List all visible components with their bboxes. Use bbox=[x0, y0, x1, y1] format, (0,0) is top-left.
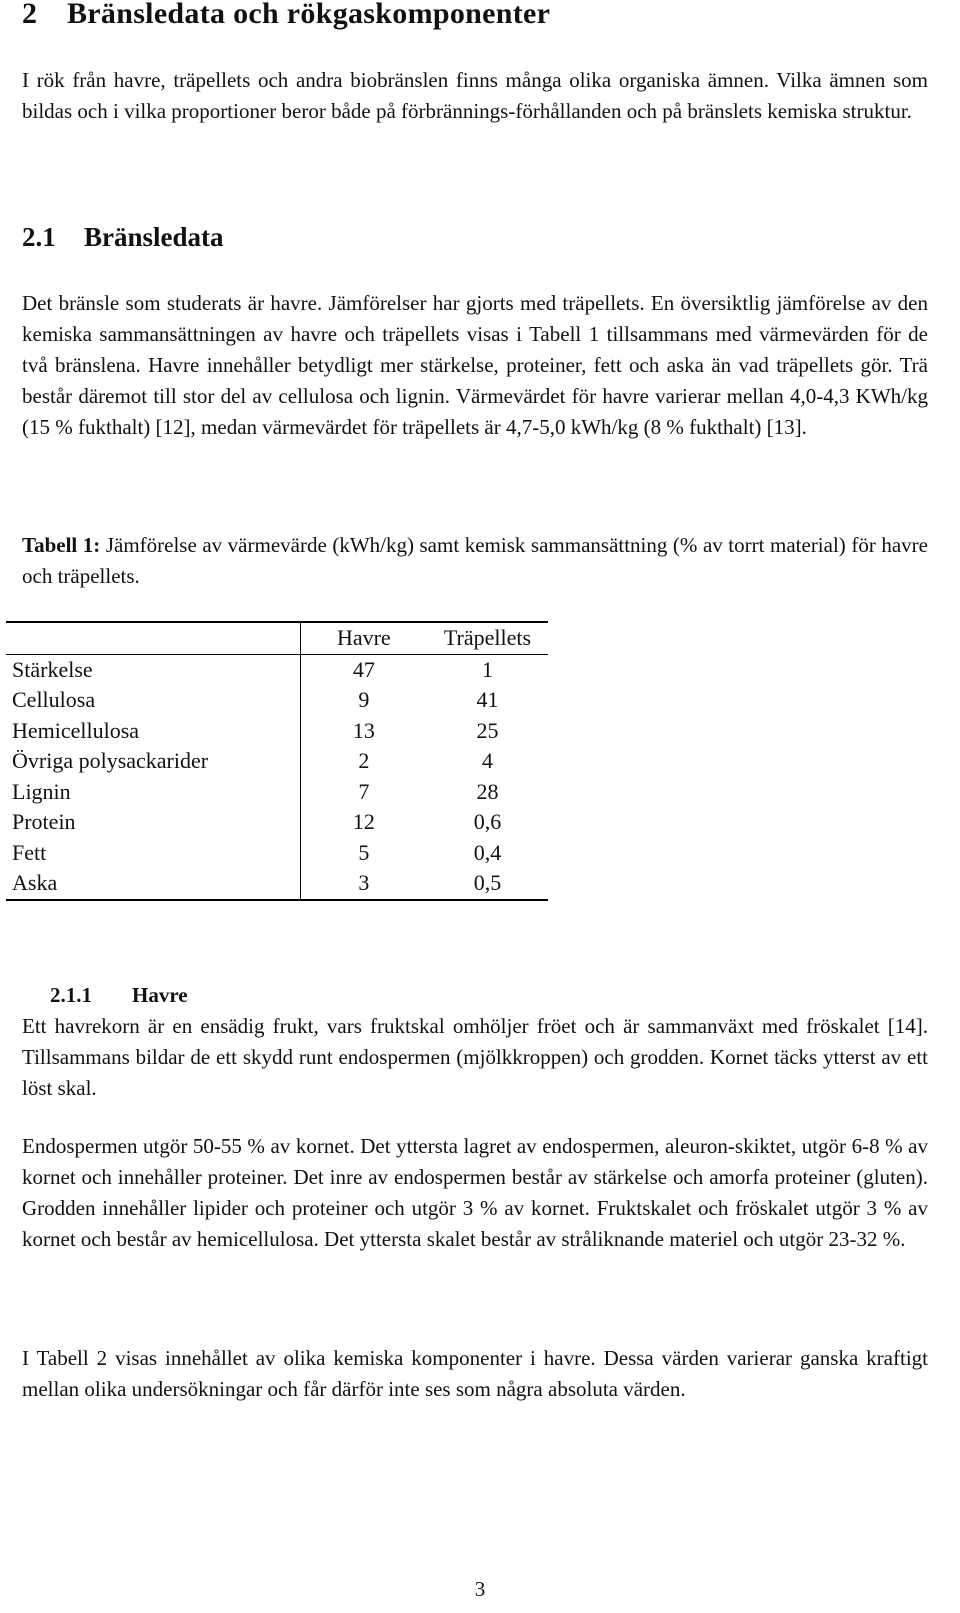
table-cell-component: Stärkelse bbox=[12, 656, 93, 682]
table-cell-component: Hemicellulosa bbox=[12, 717, 140, 743]
subsubsection-title: Havre bbox=[132, 983, 188, 1007]
table-cell-havre: 5 bbox=[300, 838, 427, 869]
table-cell-havre: 12 bbox=[300, 807, 427, 838]
table-header-row bbox=[6, 622, 548, 654]
table-cell-havre: 13 bbox=[300, 716, 427, 747]
intro-paragraph: I rök från havre, träpellets och andra biobränslen finns många olika organiska ämnen. Vilka ämnen som bildas och i vilka proportioner beror både på förbrännings-förhållanden och på bränslets kemiska struktur. bbox=[22, 68, 928, 123]
section-title: Bränsledata och rökgaskomponenter bbox=[67, 0, 551, 30]
table-header-trapellets: Träpellets bbox=[427, 622, 548, 654]
table-caption-text: Jämförelse av värmevärde (kWh/kg) samt kemisk sammansättning (% av torrt material) för havre och träpellets. bbox=[22, 533, 928, 588]
bransledata-paragraph: Det bränsle som studerats är havre. Jämförelser har gjorts med träpellets. En översiktlig jämförelse av den kemiska sammansättningen av havre och träpellets visas i Tabell 1 tillsammans med värmevärden för de två bränslena. Havre innehåller betydligt mer stärkelse, proteiner, fett och aska än vad träpellets gör. Trä består däremot till stor del av cellulosa och lignin. Värmevärdet för havre varierar mellan 4,0-4,3 KWh/kg (15 % fukthalt) [12], medan värmevärdet för träpellets är 4,7-5,0 kWh/kg (8 % fukthalt) [13]. bbox=[22, 291, 928, 439]
table-cell-component: Fett bbox=[12, 839, 47, 865]
table-row bbox=[6, 777, 548, 808]
table-cell-component: Övriga polysackarider bbox=[12, 748, 209, 774]
table-row bbox=[6, 654, 548, 685]
subsection-heading bbox=[22, 222, 224, 253]
section-heading bbox=[22, 0, 550, 31]
subsubsection-number: 2.1.1 bbox=[50, 983, 92, 1007]
table-row bbox=[6, 716, 548, 747]
table-cell-trapellets: 28 bbox=[476, 778, 499, 804]
subsection-title: Bränsledata bbox=[84, 222, 224, 252]
subsubsection-heading bbox=[50, 983, 188, 1008]
subsection-number: 2.1 bbox=[22, 222, 56, 252]
table-header-havre: Havre bbox=[300, 622, 427, 654]
table-cell-component: Cellulosa bbox=[12, 687, 96, 713]
table-cell-trapellets: 41 bbox=[476, 687, 499, 713]
table-row bbox=[6, 685, 548, 716]
table-cell-component: Lignin bbox=[12, 778, 71, 804]
table-cell-trapellets: 0,6 bbox=[473, 809, 502, 835]
composition-table bbox=[6, 621, 548, 901]
table-cell-trapellets: 1 bbox=[481, 656, 493, 682]
table-cell-havre: 7 bbox=[300, 777, 427, 808]
table-row bbox=[6, 838, 548, 869]
table-row bbox=[6, 807, 548, 838]
table-header-empty bbox=[6, 622, 300, 654]
table-cell-trapellets: 4 bbox=[481, 748, 493, 774]
table-row bbox=[6, 746, 548, 777]
havre-paragraph-1: Ett havrekorn är en ensädig frukt, vars fruktskal omhöljer fröet och är sammanväxt med fröskalet [14]. Tillsammans bildar de ett skydd runt endospermen (mjölkkroppen) och grodden. Kornet täcks ytterst av ett löst skal. bbox=[22, 1014, 928, 1100]
table-cell-component: Aska bbox=[6, 868, 300, 900]
table-row bbox=[6, 868, 548, 900]
table-cell-havre: 2 bbox=[300, 746, 427, 777]
havre-paragraph-2: Endospermen utgör 50-55 % av kornet. Det yttersta lagret av endospermen, aleuron-skiktet, utgör 6-8 % av kornet och innehåller proteiner. Det inre av endospermen består av stärkelse och amorfa proteiner (gluten). Grodden innehåller lipider och proteiner och utgör 3 % av kornet. Fruktskalet och fröskalet utgör 3 % av kornet och består av hemicellulosa. Det yttersta skalet består av stråliknande materiel och utgör 23-32 %. bbox=[22, 1134, 928, 1251]
table-cell-havre: 47 bbox=[300, 654, 427, 685]
table-cell-trapellets: 25 bbox=[476, 717, 499, 743]
table-caption-label: Tabell 1: bbox=[22, 533, 101, 557]
havre-paragraph-3: I Tabell 2 visas innehållet av olika kemiska komponenter i havre. Dessa värden varierar ganska kraftigt mellan olika undersökningar och får därför inte ses som några absoluta värden. bbox=[22, 1346, 928, 1401]
table-cell-trapellets: 0,5 bbox=[427, 868, 548, 900]
table-cell-component: Protein bbox=[12, 809, 76, 835]
section-number: 2 bbox=[22, 0, 38, 30]
table-cell-havre: 3 bbox=[300, 868, 427, 900]
table-cell-trapellets: 0,4 bbox=[473, 839, 502, 865]
table-caption bbox=[22, 530, 928, 592]
page-number: 3 bbox=[474, 1577, 486, 1601]
table-cell-havre: 9 bbox=[300, 685, 427, 716]
